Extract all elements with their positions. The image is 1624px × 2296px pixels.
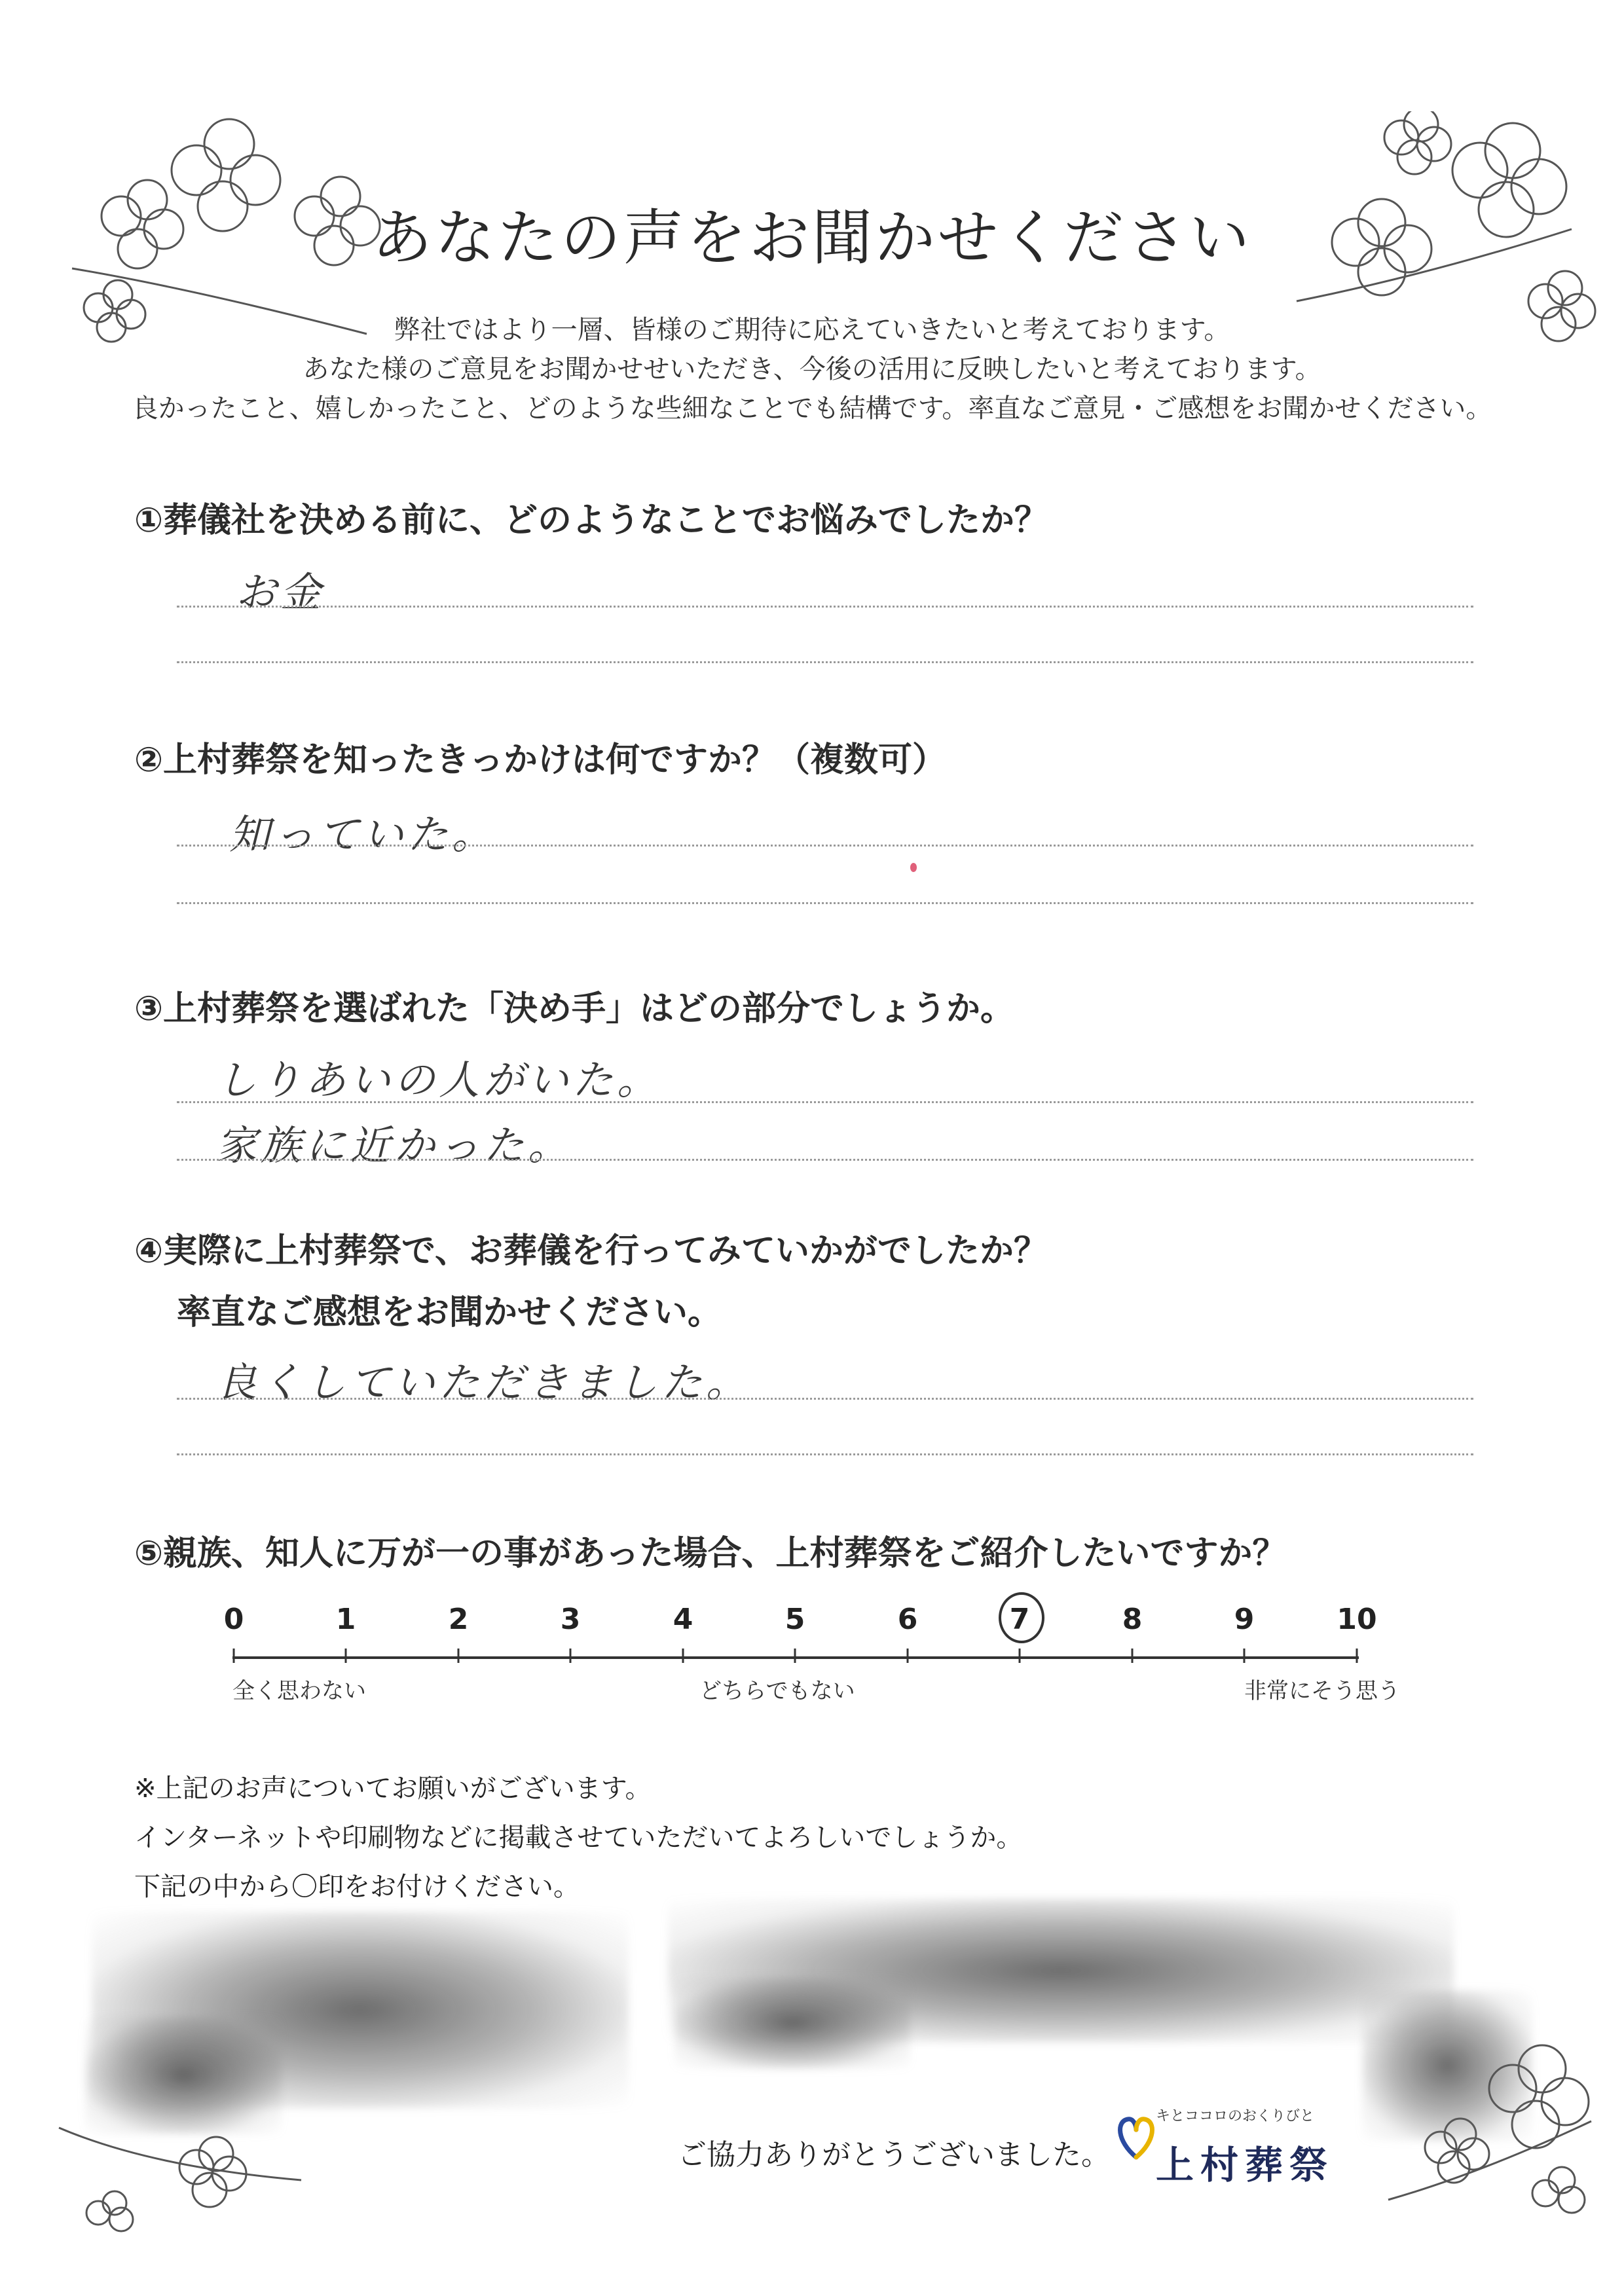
scale-option-10[interactable]: 10 <box>1337 1603 1377 1636</box>
intro-line-2: あなた様のご意見をお聞かせせいただき、今後の活用に反映したいと考えております。 <box>303 354 1321 384</box>
scale-tick <box>907 1649 909 1663</box>
answer-line <box>177 661 1473 663</box>
question-4-label-line-2: 率直なご感想をお聞かせください。 <box>177 1293 722 1332</box>
redacted-area-center <box>674 1977 910 2069</box>
scale-option-5[interactable]: 5 <box>784 1603 805 1636</box>
scale-tick <box>570 1649 572 1663</box>
answer-line <box>177 1159 1473 1161</box>
scale-option-9[interactable]: 9 <box>1234 1603 1255 1636</box>
scale-option-6[interactable]: 6 <box>897 1603 918 1636</box>
scale-tick <box>682 1649 684 1663</box>
scale-option-1[interactable]: 1 <box>335 1603 356 1636</box>
answer-line <box>177 1398 1473 1400</box>
selected-circle-mark <box>999 1592 1044 1643</box>
intro-line-3: 良かったこと、嬉しかったこと、どのような些細なことでも結構です。率直なご意見・ご感想をお聞かせください。 <box>132 393 1492 424</box>
scale-tick <box>1244 1649 1246 1663</box>
question-2-label: ②上村葬祭を知ったきっかけは何ですか？（複数可） <box>134 740 947 780</box>
question-4-label-line-1: ④実際に上村葬祭で、お葬儀を行ってみていかがでしたか？ <box>134 1231 1048 1271</box>
scale-high-label: 非常にそう思う <box>1244 1678 1400 1704</box>
answer-line <box>177 845 1473 847</box>
answer-line <box>177 606 1473 608</box>
question-3-label: ③上村葬祭を選ばれた「決め手」はどの部分でしょうか。 <box>134 989 1015 1029</box>
heart-logo-icon <box>1113 2111 1159 2164</box>
question-5-label: ⑤親族、知人に万が一の事があった場合、上村葬祭をご紹介したいですか？ <box>134 1534 1287 1573</box>
question-3-answer-line-1: しりあいの人がいた。 <box>216 1056 662 1104</box>
scale-option-4[interactable]: 4 <box>673 1603 693 1636</box>
question-1-answer: お金 <box>236 568 325 616</box>
scale-option-3[interactable]: 3 <box>560 1603 581 1636</box>
scale-low-label: 全く思わない <box>232 1678 366 1704</box>
logo-tagline: キとココロのおくりびと <box>1156 2108 1315 2124</box>
intro-line-1: 弊社ではより一層、皆様のご期待に応えていきたいと考えております。 <box>394 315 1230 345</box>
scale-option-8[interactable]: 8 <box>1122 1603 1143 1636</box>
scale-tick <box>1356 1649 1358 1663</box>
answer-line <box>177 1453 1473 1455</box>
notice-line-1: ※上記のお声についてお願いがございます。 <box>134 1774 652 1804</box>
pen-mark <box>910 863 917 872</box>
question-3-answer-line-2: 家族に近かった。 <box>216 1121 573 1169</box>
scale-option-0[interactable]: 0 <box>223 1603 244 1636</box>
scale-tick <box>458 1649 460 1663</box>
scale-tick <box>345 1649 347 1663</box>
redacted-area-left-lower <box>85 2016 282 2134</box>
closing-message: ご協力ありがとうございました。 <box>678 2138 1110 2172</box>
page-title: あなたの声をお聞かせください <box>371 203 1252 273</box>
scale-mid-label: どちらでもない <box>699 1678 855 1704</box>
scale-tick <box>233 1649 235 1663</box>
notice-line-3: 下記の中から〇印をお付けください。 <box>134 1872 580 1902</box>
question-4-answer: 良くしていただきました。 <box>216 1358 751 1406</box>
question-1-label: ①葬儀社を決める前に、どのようなことでお悩みでしたか？ <box>134 501 1049 540</box>
answer-line <box>177 1101 1473 1103</box>
scale-option-7[interactable]: 7 <box>1009 1603 1030 1636</box>
logo-name: 上村葬祭 <box>1156 2143 1335 2187</box>
scale-tick <box>1019 1649 1021 1663</box>
scale-tick <box>1132 1649 1134 1663</box>
answer-line <box>177 902 1473 904</box>
scale-option-2[interactable]: 2 <box>448 1603 469 1636</box>
question-2-answer: 知っていた。 <box>229 811 497 858</box>
scale-tick <box>794 1649 796 1663</box>
redacted-area-right-lower <box>1362 1990 1532 2141</box>
notice-line-2: インターネットや印刷物などに掲載させていただいてよろしいでしょうか。 <box>134 1823 1023 1853</box>
